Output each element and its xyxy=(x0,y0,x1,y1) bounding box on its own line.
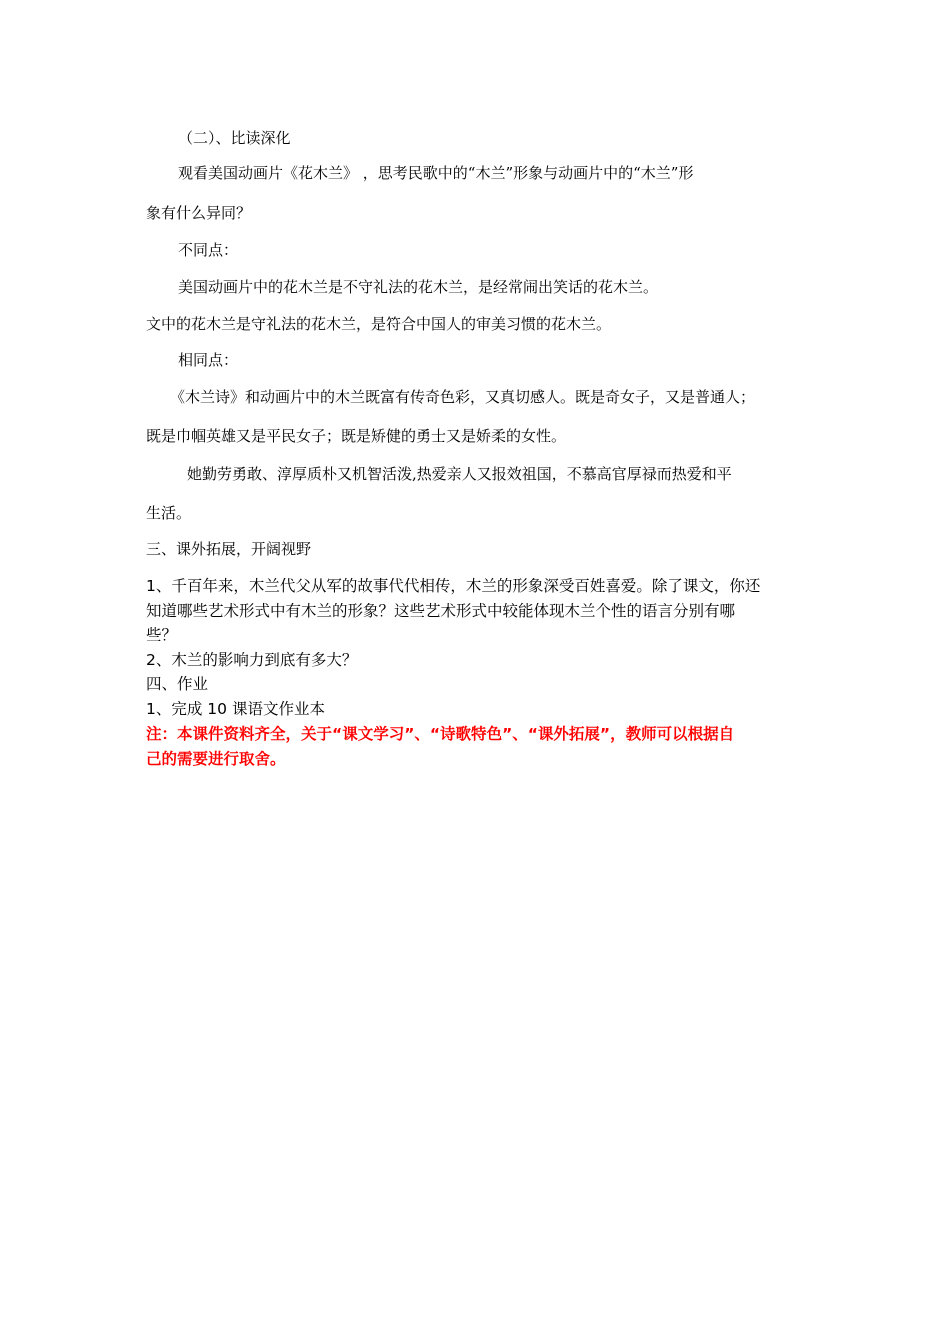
similarity-line-2: 既是巾帼英雄又是平民女子；既是矫健的勇士又是娇柔的女性。 xyxy=(146,427,567,445)
similarity-line-4: 生活。 xyxy=(146,504,192,522)
similarity-line-3: 她勤劳勇敢、淳厚质朴又机智活泼,热爱亲人又报效祖国，不慕高官厚禄而热爱和平 xyxy=(187,465,732,483)
prompt-line-1: 观看美国动画片《花木兰》 ，思考民歌中的“木兰”形象与动画片中的“木兰”形 xyxy=(178,164,694,182)
difference-line-1: 美国动画片中的花木兰是不守礼法的花木兰，是经常闹出笑话的花木兰。 xyxy=(178,278,659,296)
homework-item-1: 1、完成 10 课语文作业本 xyxy=(146,700,325,718)
differences-label: 不同点： xyxy=(178,241,239,259)
difference-line-2: 文中的花木兰是守礼法的花木兰，是符合中国人的审美习惯的花木兰。 xyxy=(146,315,612,333)
section-heading-extension: 三、课外拓展，开阔视野 xyxy=(146,540,312,558)
section-heading-compare: （二）、比读深化 xyxy=(178,129,291,147)
question-1-line-2: 知道哪些艺术形式中有木兰的形象？这些艺术形式中较能体现木兰个性的语言分别有哪 xyxy=(146,602,736,620)
prompt-line-2: 象有什么异同？ xyxy=(146,204,252,222)
teacher-note-line-1: 注：本课件资料齐全，关于“课文学习”、“诗歌特色”、“课外拓展”，教师可以根据自 xyxy=(146,725,735,743)
section-heading-homework: 四、作业 xyxy=(146,675,209,693)
question-1-line-3: 些？ xyxy=(146,626,178,644)
question-1-line-1: 1、千百年来，木兰代父从军的故事代代相传，木兰的形象深受百姓喜爱。除了课文，你还 xyxy=(146,577,761,595)
teacher-note-line-2: 己的需要进行取舍。 xyxy=(146,750,286,768)
similarities-label: 相同点： xyxy=(178,351,239,369)
question-2: 2、木兰的影响力到底有多大？ xyxy=(146,651,358,669)
similarity-line-1: 《木兰诗》和动画片中的木兰既富有传奇色彩，又真切感人。既是奇女子，又是普通人； xyxy=(170,388,756,406)
